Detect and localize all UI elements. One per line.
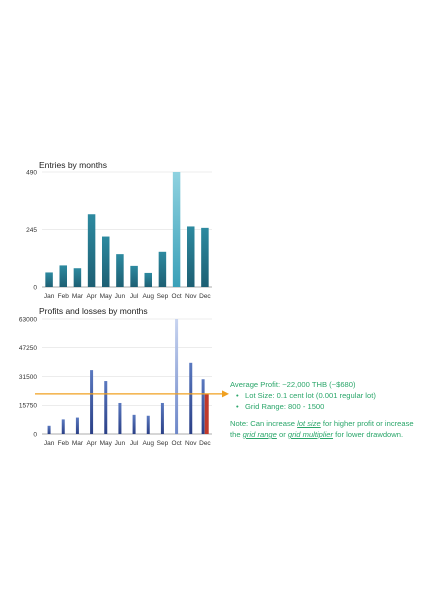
pnl-bar-apr [90, 370, 93, 434]
pnl-x-tick-label: Jul [129, 440, 139, 447]
note-text-2: for higher profit or increase the [230, 419, 414, 439]
pnl-bar-mar [76, 418, 79, 434]
pnl-x-tick-label: Nov [184, 440, 197, 447]
pnl-bar-aug [147, 416, 150, 434]
entries-bar-feb [60, 265, 68, 287]
entries-bar-nov [187, 226, 195, 287]
entries-chart-group [26, 169, 212, 300]
profit-annotation [230, 379, 420, 440]
pnl-y-tick-label: 47250 [18, 345, 37, 353]
note-em-grid-range: grid range [242, 430, 277, 439]
entries-x-tick-label: Dec [199, 293, 211, 300]
pnl-chart-title: Profits and losses by months [39, 306, 148, 316]
entries-x-tick-label: Oct [171, 293, 182, 300]
pnl-bar-dec-loss [205, 394, 209, 434]
note-text-4: for lower drawdown. [333, 430, 404, 439]
annotation-note [230, 418, 420, 440]
entries-y-tick-label: 490 [26, 169, 37, 177]
entries-chart-title: Entries by months [39, 160, 108, 170]
entries-x-tick-label: Mar [71, 293, 84, 300]
note-text-3: or [276, 430, 288, 439]
annotation-headline: Average Profit: ~22,000 THB (~$680) [230, 380, 356, 389]
entries-x-tick-label: Aug [142, 293, 155, 300]
pnl-bar-jul [133, 415, 136, 434]
annotation-bullets [230, 390, 420, 412]
pnl-bar-sep [161, 403, 164, 434]
entries-bar-jun [116, 254, 124, 287]
note-em-grid-multiplier: grid multiplier [287, 430, 334, 439]
pnl-x-tick-label: Oct [171, 440, 182, 447]
entries-bar-jul [130, 266, 138, 287]
pnl-bar-feb [62, 419, 65, 434]
entries-x-tick-label: Feb [57, 293, 69, 300]
pnl-y-tick-label: 31500 [18, 373, 37, 381]
pnl-bar-nov [189, 363, 192, 434]
average-profit-arrowhead [222, 390, 229, 397]
entries-bar-may [102, 237, 110, 287]
pnl-x-tick-label: Mar [71, 440, 84, 447]
pnl-chart-group [19, 316, 229, 447]
entries-bar-apr [88, 214, 96, 287]
pnl-bar-oct [175, 319, 178, 434]
pnl-bar-dec [202, 379, 205, 434]
pnl-x-tick-label: Aug [142, 440, 155, 447]
pnl-x-tick-label: Apr [86, 440, 97, 447]
entries-x-tick-label: Jan [43, 293, 55, 300]
pnl-x-tick-label: Jan [43, 440, 55, 447]
annotation-bullet-grid-range: • Grid Range: 800 - 1500 [240, 401, 420, 412]
pnl-x-tick-label: Sep [156, 440, 169, 447]
entries-y-tick-label: 0 [33, 284, 37, 292]
entries-x-tick-label: May [99, 293, 112, 300]
annotation-bullet-lot-size: • Lot Size: 0.1 cent lot (0.001 regular lot) [240, 390, 420, 401]
pnl-x-tick-label: Jun [114, 440, 126, 447]
entries-x-tick-label: Jul [129, 293, 139, 300]
pnl-x-tick-label: Dec [199, 440, 211, 447]
note-em-lot-size: lot size [297, 419, 321, 428]
entries-x-tick-label: Nov [184, 293, 197, 300]
entries-bar-mar [74, 268, 82, 287]
pnl-y-tick-label: 15750 [18, 402, 37, 410]
pnl-y-tick-label: 0 [33, 431, 37, 439]
entries-x-tick-label: Jun [114, 293, 126, 300]
pnl-x-tick-label: May [99, 440, 112, 447]
pnl-y-tick-label: 63000 [18, 316, 37, 324]
entries-bar-sep [159, 252, 167, 287]
entries-bar-oct [173, 172, 181, 287]
entries-y-tick-label: 245 [26, 226, 37, 234]
entries-bar-jan [45, 272, 53, 287]
pnl-bar-jan [48, 426, 51, 434]
pnl-x-tick-label: Feb [57, 440, 69, 447]
note-text-1: Note: Can increase [230, 419, 298, 428]
entries-x-tick-label: Sep [156, 293, 169, 300]
entries-bar-dec [201, 228, 209, 287]
pnl-bar-may [104, 381, 107, 434]
entries-bar-aug [145, 273, 153, 287]
entries-x-tick-label: Apr [86, 293, 97, 300]
pnl-bar-jun [118, 403, 121, 434]
